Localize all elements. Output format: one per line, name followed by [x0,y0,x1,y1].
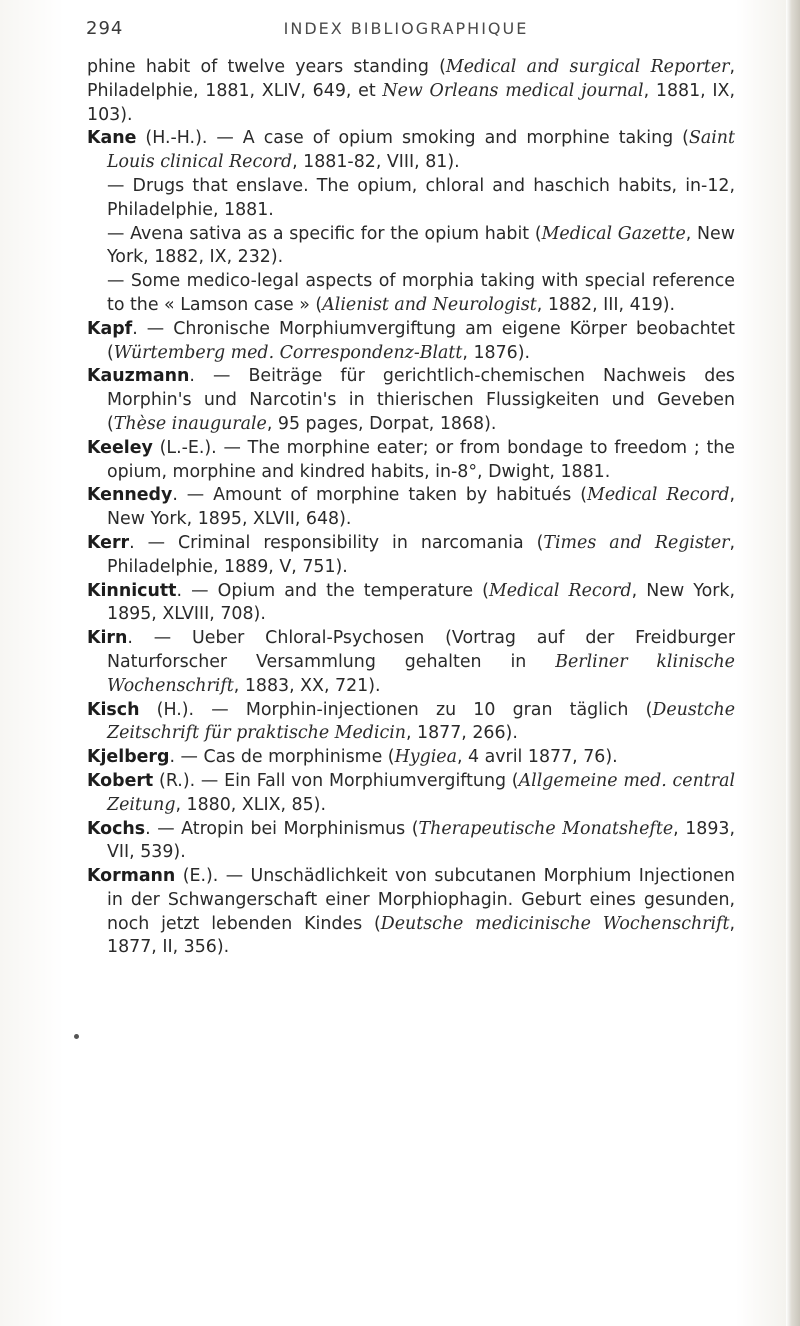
entry-journal: Medical Record [587,485,730,506]
bibliography-entry [87,127,735,175]
entry-text: , 1881-82, VIII, 81). [292,152,460,173]
bibliography-entry [87,365,735,436]
entry-author: Kormann [87,866,176,887]
entry-journal: Medical and surgical Reporter [445,57,730,77]
bibliography-entry [87,770,735,818]
bibliography-entry [87,484,735,532]
entry-text: , 95 pages, Dorpat, 1868). [266,413,497,434]
entry-journal: Deustche Zeitschrift für praktische Medicin [107,699,735,744]
bibliography-entry [87,270,735,318]
entry-text: . — Criminal responsibility in narcomania ( [129,532,544,553]
entry-text: , New York, 1882, IX, 232). [107,223,735,268]
entry-text: , 1877, II, 356). [107,913,735,958]
entry-text: — Some medico-legal aspects of morphia taking with special reference to the « Lamson case » ( [107,271,735,315]
running-title: INDEX BIBLIOGRAPHIQUE [283,19,529,38]
entry-author: Kennedy [87,485,173,506]
entry-author: Kochs [87,818,146,839]
bibliography-entry [87,699,735,747]
entry-journal: Berliner klinische Wochenschrift [107,651,735,696]
entry-text: , Philadelphie, 1881, XLIV, 649, et [87,57,736,101]
entry-text: . — Cas de morphinisme ( [169,747,395,768]
entry-journal: Alienist and Neurologist [322,294,537,315]
margin-dot [74,1034,79,1039]
bibliography-entry [87,818,735,866]
entry-text: (H.-H.). — A case of opium smoking and morphine taking ( [136,128,689,149]
entry-text: , Philadelphie, 1889, V, 751). [107,532,735,577]
entry-text: , 4 avril 1877, 76). [456,747,618,768]
bibliography-entry [87,580,735,628]
bibliography-entry [87,175,735,223]
entry-text: . — Opium and the temperature ( [176,580,489,601]
entry-text: , 1880, XLIX, 85). [175,794,326,815]
entry-journal: Times and Register [543,532,730,553]
entry-journal: Therapeutische Monatshefte [418,818,674,839]
entry-text: phine habit of twelve years standing ( [87,57,446,77]
entry-text: , 1883, XX, 721). [233,675,381,696]
bibliography-entry [87,437,735,485]
entry-text: , New York, 1895, XLVII, 648). [107,485,735,530]
entry-journal: Thèse inaugurale [113,413,267,434]
entry-text: (L.-E.). — The morphine eater; or from bondage to freedom ; the opium, morphine and kindred habits, in-8°, Dwight, 1881. [107,437,735,482]
entry-text: , 1882, III, 419). [536,294,676,315]
entry-text: , 1893, VII, 539). [107,818,736,863]
entry-author: Kobert [87,770,154,791]
entry-journal: Deutsche medicinische Wochenschrift [380,913,730,934]
bibliography-entry [87,746,735,770]
entry-text: . — Beiträge für gerichtlich-chemischen Nachweis des Morphin's und Narcotin's in thierischen Flussigkeiten und Geveben ( [107,366,735,434]
bibliography-entry [87,223,735,271]
entry-text: . — Atropin bei Morphinismus ( [145,818,419,839]
page-edge [786,0,800,1326]
entry-author: Kjelberg [87,747,170,768]
entry-text: (H.). — Morphin-injectionen zu 10 gran täglich ( [139,699,653,720]
entry-author: Kirn [87,628,128,649]
entry-text: , 1876). [462,342,531,363]
entry-author: Kinnicutt [87,580,177,601]
entry-text: — Avena sativa as a specific for the opium habit ( [107,223,542,244]
page-header [86,14,726,42]
entry-text: , 1881, IX, 103). [87,80,735,125]
entry-text: (E.). — Unschädlichkeit von subcutanen Morphium Injectionen in der Schwangerschaft einer Morphiophagin. Geburt eines gesunden, noch jetzt lebenden Kindes ( [107,866,735,934]
entry-text: , 1877, 266). [405,723,518,744]
entry-author: Kisch [87,699,140,720]
page-number: 294 [86,18,124,39]
entry-journal: Hygiea [394,747,457,768]
entry-text: . — Chronische Morphiumvergiftung am eigene Körper beobachtet ( [107,318,735,363]
entry-text: , New York, 1895, XLVIII, 708). [107,580,735,625]
entry-author: Kerr [87,532,130,553]
bibliography-entry [87,865,735,960]
entry-journal: Saint Louis clinical Record [107,128,735,173]
bibliography-entry [87,318,735,366]
entry-journal: Medical Record [488,580,632,601]
entry-journal: Würtemberg med. Correspondenz-Blatt [113,342,463,363]
entry-journal: New Orleans medical journal [382,80,644,101]
entry-author: Kapf [87,318,133,339]
entry-author: Kane [87,128,137,149]
bibliography-entry [87,627,735,698]
bibliography-entry [87,532,735,580]
entry-text: . — Amount of morphine taken by habitués ( [172,485,588,506]
entry-journal: Medical Gazette [541,223,686,244]
bibliography-entries [87,56,735,960]
entry-text: . — Ueber Chloral-Psychosen (Vortrag auf der Freidburger Naturforscher Versammlung gehalten in [107,628,735,672]
entry-text: — Drugs that enslave. The opium, chloral and haschich habits, in-12, Philadelphie, 1881. [107,175,735,220]
entry-author: Kauzmann [87,366,190,387]
entry-author: Keeley [87,437,153,458]
entry-text: (R.). — Ein Fall von Morphiumvergiftung ( [153,770,519,791]
entry-journal: Allgemeine med. central Zeitung [107,770,736,815]
bibliography-entry [87,56,735,127]
